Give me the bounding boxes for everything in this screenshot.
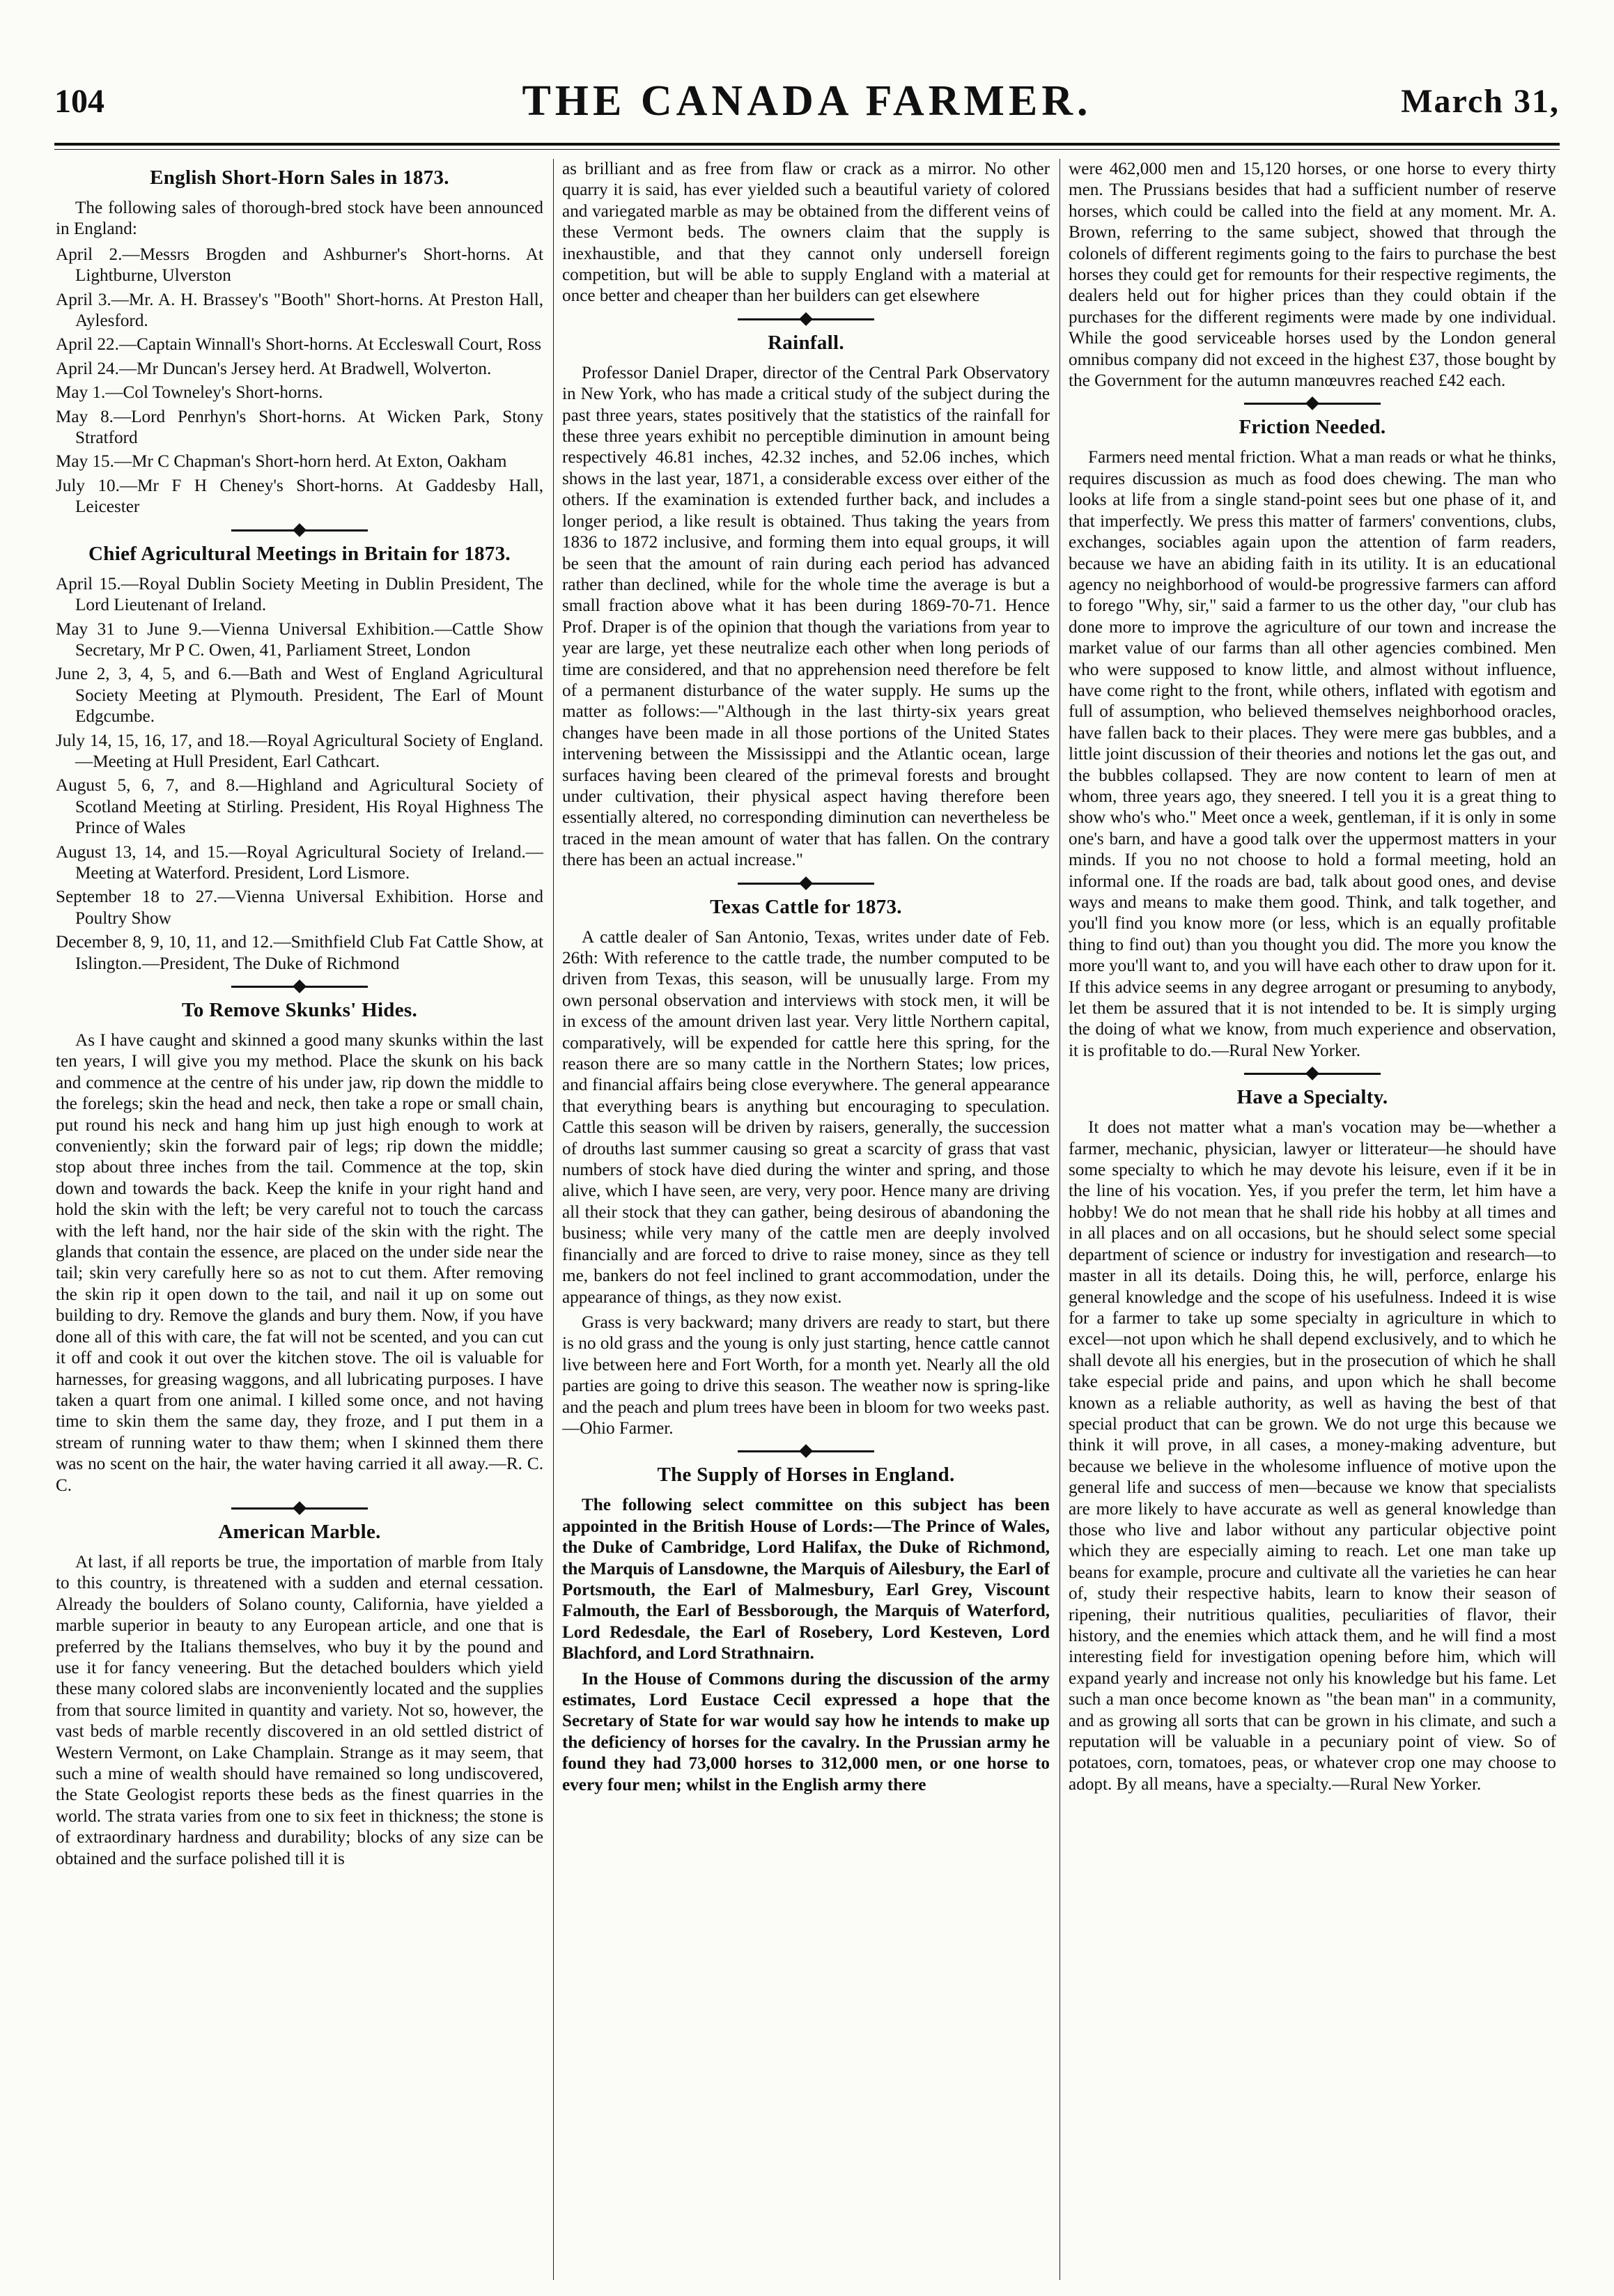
header-rule-thin xyxy=(54,149,1560,150)
section-ornament xyxy=(562,314,1050,324)
sale-entry: July 10.—Mr F H Cheney's Short-horns. At Gaddesby Hall, Leicester xyxy=(56,476,543,517)
article-body: At last, if all reports be true, the importation of marble from Italy to this country, is threatened with a sudden and eternal cessation. Already the boulders of Solano county, California, have yielded a marble superior in beauty to any European article, and one that is preferred by the Italians themselves, who buy it by the pound and use it for fancy veneering. But the detached boulders which yield these many colored slabs are inconveniently located and the supplies from that source limited in quantity and variety. Not so, however, the vast beds of marble recently discovered in an old settled district of Western Vermont, on Lake Champlain. Strange as it may seem, that such a mine of wealth should have remained so long undiscovered, the State Geologist reports these beds as the finest quarries in the world. The strata varies from one to six feet in thickness; the stone is of extraordinary hardness and durability; blocks of any size can be obtained and the surface polished till it is xyxy=(56,1552,543,1868)
sale-entry: May 1.—Col Towneley's Short-horns. xyxy=(56,383,323,403)
column-3 xyxy=(1069,159,1556,2280)
newspaper-title: THE CANADA FARMER. xyxy=(522,77,1092,125)
article-body: as brilliant and as free from flaw or crack as a mirror. No other quarry it is said, has ever yielded such a beautiful variety of colored and variegated marble as may be obtained from the different veins of these Vermont beds. The owners claim that the supply is inexhaustible, and that they cannot only undersell foreign competition, but will be able to supply England with a material at once better and cheaper than her builders can get elsewhere xyxy=(562,160,1050,306)
article-body: Professor Daniel Draper, director of the Central Park Observatory in New York, who has made a critical study of the subject during the past three years, states positively that the statistics of the rainfall for these three years exhibit no perceptible diminution in amount being respectively 46.81 inches, 42.32 inches, and 52.06 inches, which shows in the last year, 1871, a considerable excess over either of the others. If the examination is extended further back, and includes a longer period, a like result is obtained. Thus taking the years from 1836 to 1872 inclusive, and forming them into equal groups, it will be seen that the amount of rain during each period has advanced rather than declined, while for the whole time the average is but a small fraction above what it has been during 1869-70-71. Hence Prof. Draper is of the opinion that though the variations from year to year are large, yet these neutralize each other when long periods of time are considered, and that no apprehension need therefore be felt of a permanent disturbance of the water supply. He sums up the matter as follows:—"Although in the last thirty-six years great changes have been made in all those portions of the United States intervening between the Mississippi and the Atlantic ocean, large surfaces having been cleared of the primeval forests and brought under cultivation, their physical aspect having therefore been essentially altered, no corresponding diminution can nevertheless be traced in the mean amount of water that has fallen. On the contrary there has been an actual increase." xyxy=(562,363,1050,870)
sale-entry: May 8.—Lord Penrhyn's Short-horns. At Wicken Park, Stony Stratford xyxy=(56,407,543,448)
page-number: 104 xyxy=(54,83,104,120)
header-rule xyxy=(54,143,1560,146)
page-header xyxy=(54,77,1560,132)
section-ornament xyxy=(56,982,543,991)
article-title-meetings: Chief Agricultural Meetings in Britain for 1873. xyxy=(88,542,511,565)
article-title-horses: The Supply of Horses in England. xyxy=(657,1464,955,1487)
article-title-shorthorn: English Short-Horn Sales in 1873. xyxy=(150,166,449,189)
article-title-skunks: To Remove Skunks' Hides. xyxy=(181,999,418,1021)
article-body: A cattle dealer of San Antonio, Texas, writes under date of Feb. 26th: With reference to the cattle trade, the number computed to be driven from Texas, this season, will be unusually large. From my own personal observation and interviews with stock men, it will be in excess of the amount driven last year. Very little Northern capital, comparatively, will be expended for cattle here this spring, for the reason there are so many cattle in the Northern States; low prices, and financial affairs being close everywhere. The general appearance that everything bears is anything but encouraging to speculation. Cattle this season will be driven by raisers, generally, the succession of drouths last summer causing so great a scarcity of grass that vast numbers of stock have died during the winter and spring, and those alive, which I have seen, are very, very poor. Hence many are driving all their stock that they can gather, being desirous of abandoning the business; while very many of the cattle men are deeply involved financially and are forced to drive to raise money, since as they tell me, bankers do not feel inclined to grant accommodation, under the appearance of things, as they now exist. xyxy=(562,927,1050,1307)
meeting-entry: August 5, 6, 7, and 8.—Highland and Agricultural Society of Scotland Meeting at Stirling. President, His Royal Highness The Prince of Wales xyxy=(56,776,543,838)
section-ornament xyxy=(1069,398,1556,408)
meeting-entry: September 18 to 27.—Vienna Universal Exhibition. Horse and Poultry Show xyxy=(56,887,543,928)
meeting-entry: June 2, 3, 4, 5, and 6.—Bath and West of England Agricultural Society Meeting at Plymouth. President, The Earl of Mount Edgcumbe. xyxy=(56,665,543,727)
meeting-entry: April 15.—Royal Dublin Society Meeting in Dublin President, The Lord Lieutenant of Ireland. xyxy=(56,574,543,615)
section-ornament xyxy=(1069,1069,1556,1078)
meeting-entry: May 31 to June 9.—Vienna Universal Exhibition.—Cattle Show Secretary, Mr P C. Owen, 41, Parliament Street, London xyxy=(56,619,543,660)
article-body: Farmers need mental friction. What a man reads or what he thinks, requires discussion as much as food does chewing. The man who looks at life from a single stand-point sees but one phase of it, and that imperfectly. We press this matter of farmers' conventions, clubs, exchanges, sociables again upon the attention of farm readers, because we have an abiding faith in its utility. It is an educational agency no neighborhood of would-be progressive farmers can afford to forego "Why, sir," said a farmer to us the other day, "our club has done more to improve the agriculture of our town and increase the market value of our farms than all other agencies combined. Men who were supposed to know little, and almost without influence, have come right to the front, while others, inflated with egotism and full of assumption, who believed themselves neighborhood oracles, have fallen back to their places. They were mere gas bubbles, and a little joint discussion of their theories and notions let the gas out, and the bubbles collapsed. They are now content to learn of men at whom, three years ago, they sneered. I tell you it is a great thing to show who's who." Meet once a week, gentleman, if it is only in some one's barn, and have a good talk over the uppermost matters in your minds. If you no not choose to hold a formal meeting, hold an informal one. If the roads are bad, talk about good ones, and devise ways and means to make them good. Think, and talk together, and you'll find you know more (or less, which is an equally profitable thing to find out) than you thought you did. The more you know the more you'll want to, and you will have each other to draw upon for it. If this advice seems in any degree arrogant or presuming to anybody, let them be assured that it is not intended to be. It is simply urging the doing of what we know, from much experience and observation, it is profitable to do.—Rural New Yorker. xyxy=(1069,448,1556,1060)
section-ornament xyxy=(562,1446,1050,1456)
column-2 xyxy=(562,159,1050,2280)
article-body: were 462,000 men and 15,120 horses, or one horse to every thirty men. The Prussians besides that had a sufficient number of reserve horses, which could be called into the field at any moment. Mr. A. Brown, referring to the same subject, showed that through the colonels of different regiments going to the fairs to purchase the best horses they could get for remounts for their respective regiments, the dealers held out for higher prices than they could obtain if the purchases for the different regiments were made by one individual. While the good serviceable horses used by the London general omnibus company did not exceed in the highest £37, those bought by the Government for the autumn manœuvres reached £42 each. xyxy=(1069,160,1556,391)
sale-entry: April 22.—Captain Winnall's Short-horns. At Eccleswall Court, Ross xyxy=(56,335,542,355)
section-ornament xyxy=(56,1503,543,1513)
article-body: Grass is very backward; many drivers are ready to start, but there is no old grass and the young is only just starting, hence cattle cannot live between here and Fort Worth, for a month yet. Nearly all the old parties are going to drive this season. The weather now is spring-like and the peach and plum trees have been in bloom for two weeks past.—Ohio Farmer. xyxy=(562,1312,1050,1438)
article-title-specialty: Have a Specialty. xyxy=(1236,1086,1388,1109)
article-body: In the House of Commons during the discussion of the army estimates, Lord Eustace Cecil expressed a hope that the Secretary of State for war would say how he intends to make up the deficiency of horses for the cavalry. In the Prussian army he found they had 73,000 horses to 312,000 men, or one horse to every four men; whilst in the English army there xyxy=(562,1669,1050,1794)
meeting-entry: August 13, 14, and 15.—Royal Agricultural Society of Ireland.—Meeting at Waterford. President, Lord Lismore. xyxy=(56,842,543,883)
article-title-friction: Friction Needed. xyxy=(1239,416,1386,439)
shorthorn-intro: The following sales of thorough-bred stock have been announced in England: xyxy=(56,199,543,239)
article-body: As I have caught and skinned a good many skunks within the last ten years, I will give you my method. Place the skunk on his back and commence at the centre of his under jaw, rip down the middle to the forelegs; skin the head and neck, then take a rope or small chain, put round his neck and hang him up just high enough to work at conveniently; skin the forward pair of legs; rip down the middle; stop about three inches from the tail. Commence at the top, skin down and towards the back. Keep the knife in your right hand and hold the skin with the left; be very careful not to touch the carcass with the left hand, nor the hair side of the skin with the right. The glands that contain the essence, are placed on the under side near the tail; skin very carefully here so as not to cut them. After removing the skin rip it open down to the tail, and nail it up on some out building to dry. Remove the glands and bury them. Now, if you have done all of this with care, the fat will not be scented, and you can cut it off and cook it out over the kitchen stove. The oil is valuable for harnesses, for greasing waggons, and all lubricating purposes. I have taken a quart from one animal. I killed some once, and not having time to skin them the same day, they froze, and I put them in a stream of running water to thaw them; when I skinned them there was no scent on the hair, the water having carried it all away.—R. C. C. xyxy=(56,1031,543,1495)
meeting-entry: December 8, 9, 10, 11, and 12.—Smithfield Club Fat Cattle Show, at Islington.—President, The Duke of Richmond xyxy=(56,933,543,973)
issue-date: March 31, xyxy=(1401,83,1560,120)
column-1 xyxy=(56,159,543,2280)
article-title-texas: Texas Cattle for 1873. xyxy=(710,895,902,918)
section-ornament xyxy=(56,525,543,535)
column-divider xyxy=(553,159,554,2280)
article-title-marble: American Marble. xyxy=(218,1520,381,1543)
sale-entry: May 15.—Mr C Chapman's Short-horn herd. At Exton, Oakham xyxy=(56,452,507,472)
meeting-entry: July 14, 15, 16, 17, and 18.—Royal Agricultural Society of England.—Meeting at Hull President, Earl Cathcart. xyxy=(56,731,543,771)
sale-entry: April 24.—Mr Duncan's Jersey herd. At Bradwell, Wolverton. xyxy=(56,359,492,378)
sale-entry: April 3.—Mr. A. H. Brassey's "Booth" Short-horns. At Preston Hall, Aylesford. xyxy=(56,290,543,331)
article-body: The following select committee on this subject has been appointed in the British House of Lords:—The Prince of Wales, the Duke of Cambridge, Lord Halifax, the Duke of Richmond, the Marquis of Lansdowne, the Marquis of Ailesbury, the Earl of Portsmouth, the Earl of Malmesbury, Earl Grey, Viscount Falmouth, the Earl of Bessborough, the Marquis of Waterford, Lord Redesdale, the Earl of Rosebery, Lord Kesteven, Lord Blachford, and Lord Strathnairn. xyxy=(562,1496,1050,1663)
article-body: It does not matter what a man's vocation may be—whether a farmer, mechanic, physician, lawyer or litterateur—he should have some specialty to which he may devote his leisure, even if it be in the line of his vocation. Yes, if you prefer the term, let him have a hobby! We do not mean that he shall ride his hobby at all times and in all places and on all occasions, but he should select some special department of science or industry for investigation and research—to master in all its details. Doing this, he will, perforce, enlarge his general knowledge and the scope of his usefulness. Indeed it is wise for a farmer to take up some specialty in agriculture in which to excel—not upon which he shall depend exclusively, and to which he shall devote all his energies, but in the prosecution of which he shall take especial pride and pains, and upon which he shall become known as a reliable authority, as well as having the best of that special product that can be grown. We do not urge this because we think it will prove, in all cases, a money-making adventure, but because we believe in the wholesome influence of motive upon the general life and success of men—because we know that specialists are more likely to have accurate as well as general knowledge than those who live and labor without any particular objective point which they are especially aiming to reach. Let one man take up beans for example, procure and cultivate all the varieties he can hear of, study their respective habits, learn to know their season of ripening, their nutritious qualities, peculiarities of flavor, their history, and the enemies which attack them, and he will find a most interesting field for investigation opening before him, which will expand yearly and increase not only his knowledge but his fame. Let such a man once become known as "the bean man" in a community, and as growing all sorts that can be grown in his climate, and such a reputation will be valuable in a pecuniary point of view. So of potatoes, corn, tomatoes, peas, or whatever crop one may choose to adopt. By all means, have a specialty.—Rural New Yorker. xyxy=(1069,1118,1556,1794)
sale-entry: April 2.—Messrs Brogden and Ashburner's Short-horns. At Lightburne, Ulverston xyxy=(56,245,543,286)
section-ornament xyxy=(562,878,1050,888)
article-title-rainfall: Rainfall. xyxy=(768,331,844,354)
